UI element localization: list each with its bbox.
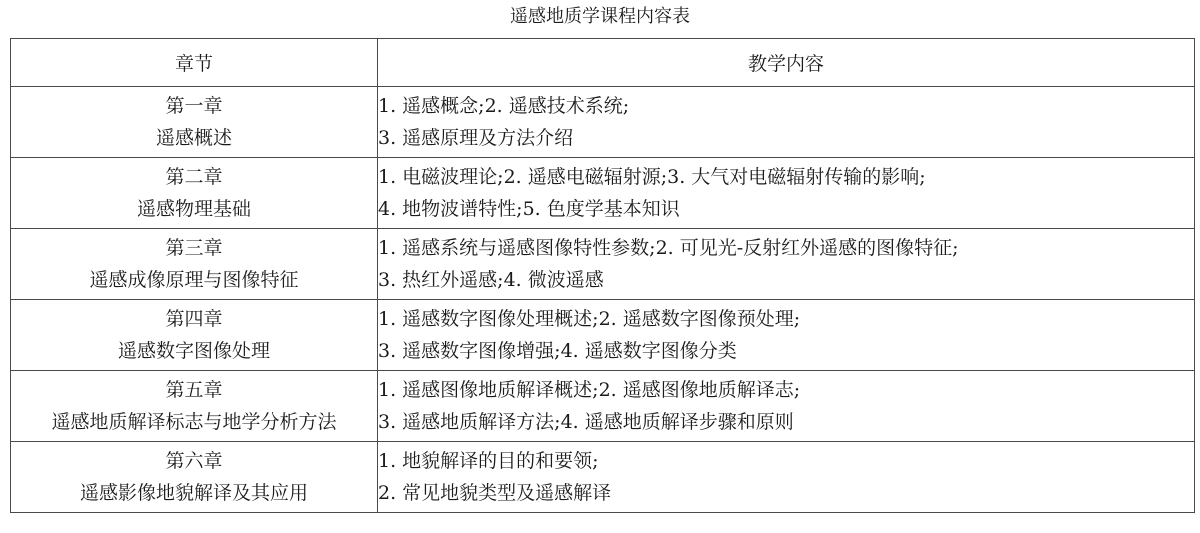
content-line: 3. 热红外遥感;4. 微波遥感 bbox=[378, 269, 604, 291]
chapter-title: 遥感成像原理与图像特征 bbox=[89, 269, 299, 291]
chapter-title: 遥感概述 bbox=[155, 127, 232, 149]
content-cell bbox=[378, 300, 1195, 371]
table-header-row bbox=[11, 39, 1195, 87]
course-content-table bbox=[10, 38, 1195, 513]
chapter-title: 遥感地质解译标志与地学分析方法 bbox=[51, 411, 337, 433]
table-caption: 遥感地质学课程内容表 bbox=[510, 6, 690, 27]
content-line: 3. 遥感地质解译方法;4. 遥感地质解译步骤和原则 bbox=[378, 411, 794, 433]
chapter-number: 第六章 bbox=[165, 450, 223, 472]
header-chapter: 章节 bbox=[11, 39, 378, 87]
table-row bbox=[11, 87, 1195, 158]
content-cell bbox=[378, 371, 1195, 442]
content-cell bbox=[378, 87, 1195, 158]
chapter-cell bbox=[11, 87, 378, 158]
chapter-title: 遥感物理基础 bbox=[136, 198, 251, 220]
table-row bbox=[11, 229, 1195, 300]
chapter-number: 第二章 bbox=[165, 166, 223, 188]
chapter-cell bbox=[11, 442, 378, 513]
chapter-cell bbox=[11, 300, 378, 371]
chapter-title: 遥感数字图像处理 bbox=[117, 340, 270, 362]
table-row bbox=[11, 158, 1195, 229]
chapter-number: 第四章 bbox=[165, 308, 223, 330]
chapter-number: 第五章 bbox=[165, 379, 223, 401]
content-line: 2. 常见地貌类型及遥感解译 bbox=[378, 482, 612, 504]
content-cell bbox=[378, 442, 1195, 513]
table-row bbox=[11, 371, 1195, 442]
chapter-cell bbox=[11, 229, 378, 300]
chapter-number: 第一章 bbox=[165, 95, 223, 117]
content-cell bbox=[378, 158, 1195, 229]
chapter-cell bbox=[11, 371, 378, 442]
content-line: 1. 遥感概念;2. 遥感技术系统; bbox=[378, 95, 630, 117]
content-line: 1. 电磁波理论;2. 遥感电磁辐射源;3. 大气对电磁辐射传输的影响; bbox=[378, 166, 926, 188]
chapter-title: 遥感影像地貌解译及其应用 bbox=[79, 482, 308, 504]
chapter-cell bbox=[11, 158, 378, 229]
content-line: 1. 遥感图像地质解译概述;2. 遥感图像地质解译志; bbox=[378, 379, 801, 401]
table-row bbox=[11, 442, 1195, 513]
content-line: 3. 遥感数字图像增强;4. 遥感数字图像分类 bbox=[378, 340, 737, 362]
content-line: 4. 地物波谱特性;5. 色度学基本知识 bbox=[378, 198, 680, 220]
content-line: 1. 地貌解译的目的和要领; bbox=[378, 450, 599, 472]
content-line: 3. 遥感原理及方法介绍 bbox=[378, 127, 574, 149]
content-cell bbox=[378, 229, 1195, 300]
table-row bbox=[11, 300, 1195, 371]
content-line: 1. 遥感系统与遥感图像特性参数;2. 可见光-反射红外遥感的图像特征; bbox=[378, 237, 959, 259]
header-content: 教学内容 bbox=[378, 39, 1195, 87]
chapter-number: 第三章 bbox=[165, 237, 223, 259]
content-line: 1. 遥感数字图像处理概述;2. 遥感数字图像预处理; bbox=[378, 308, 801, 330]
